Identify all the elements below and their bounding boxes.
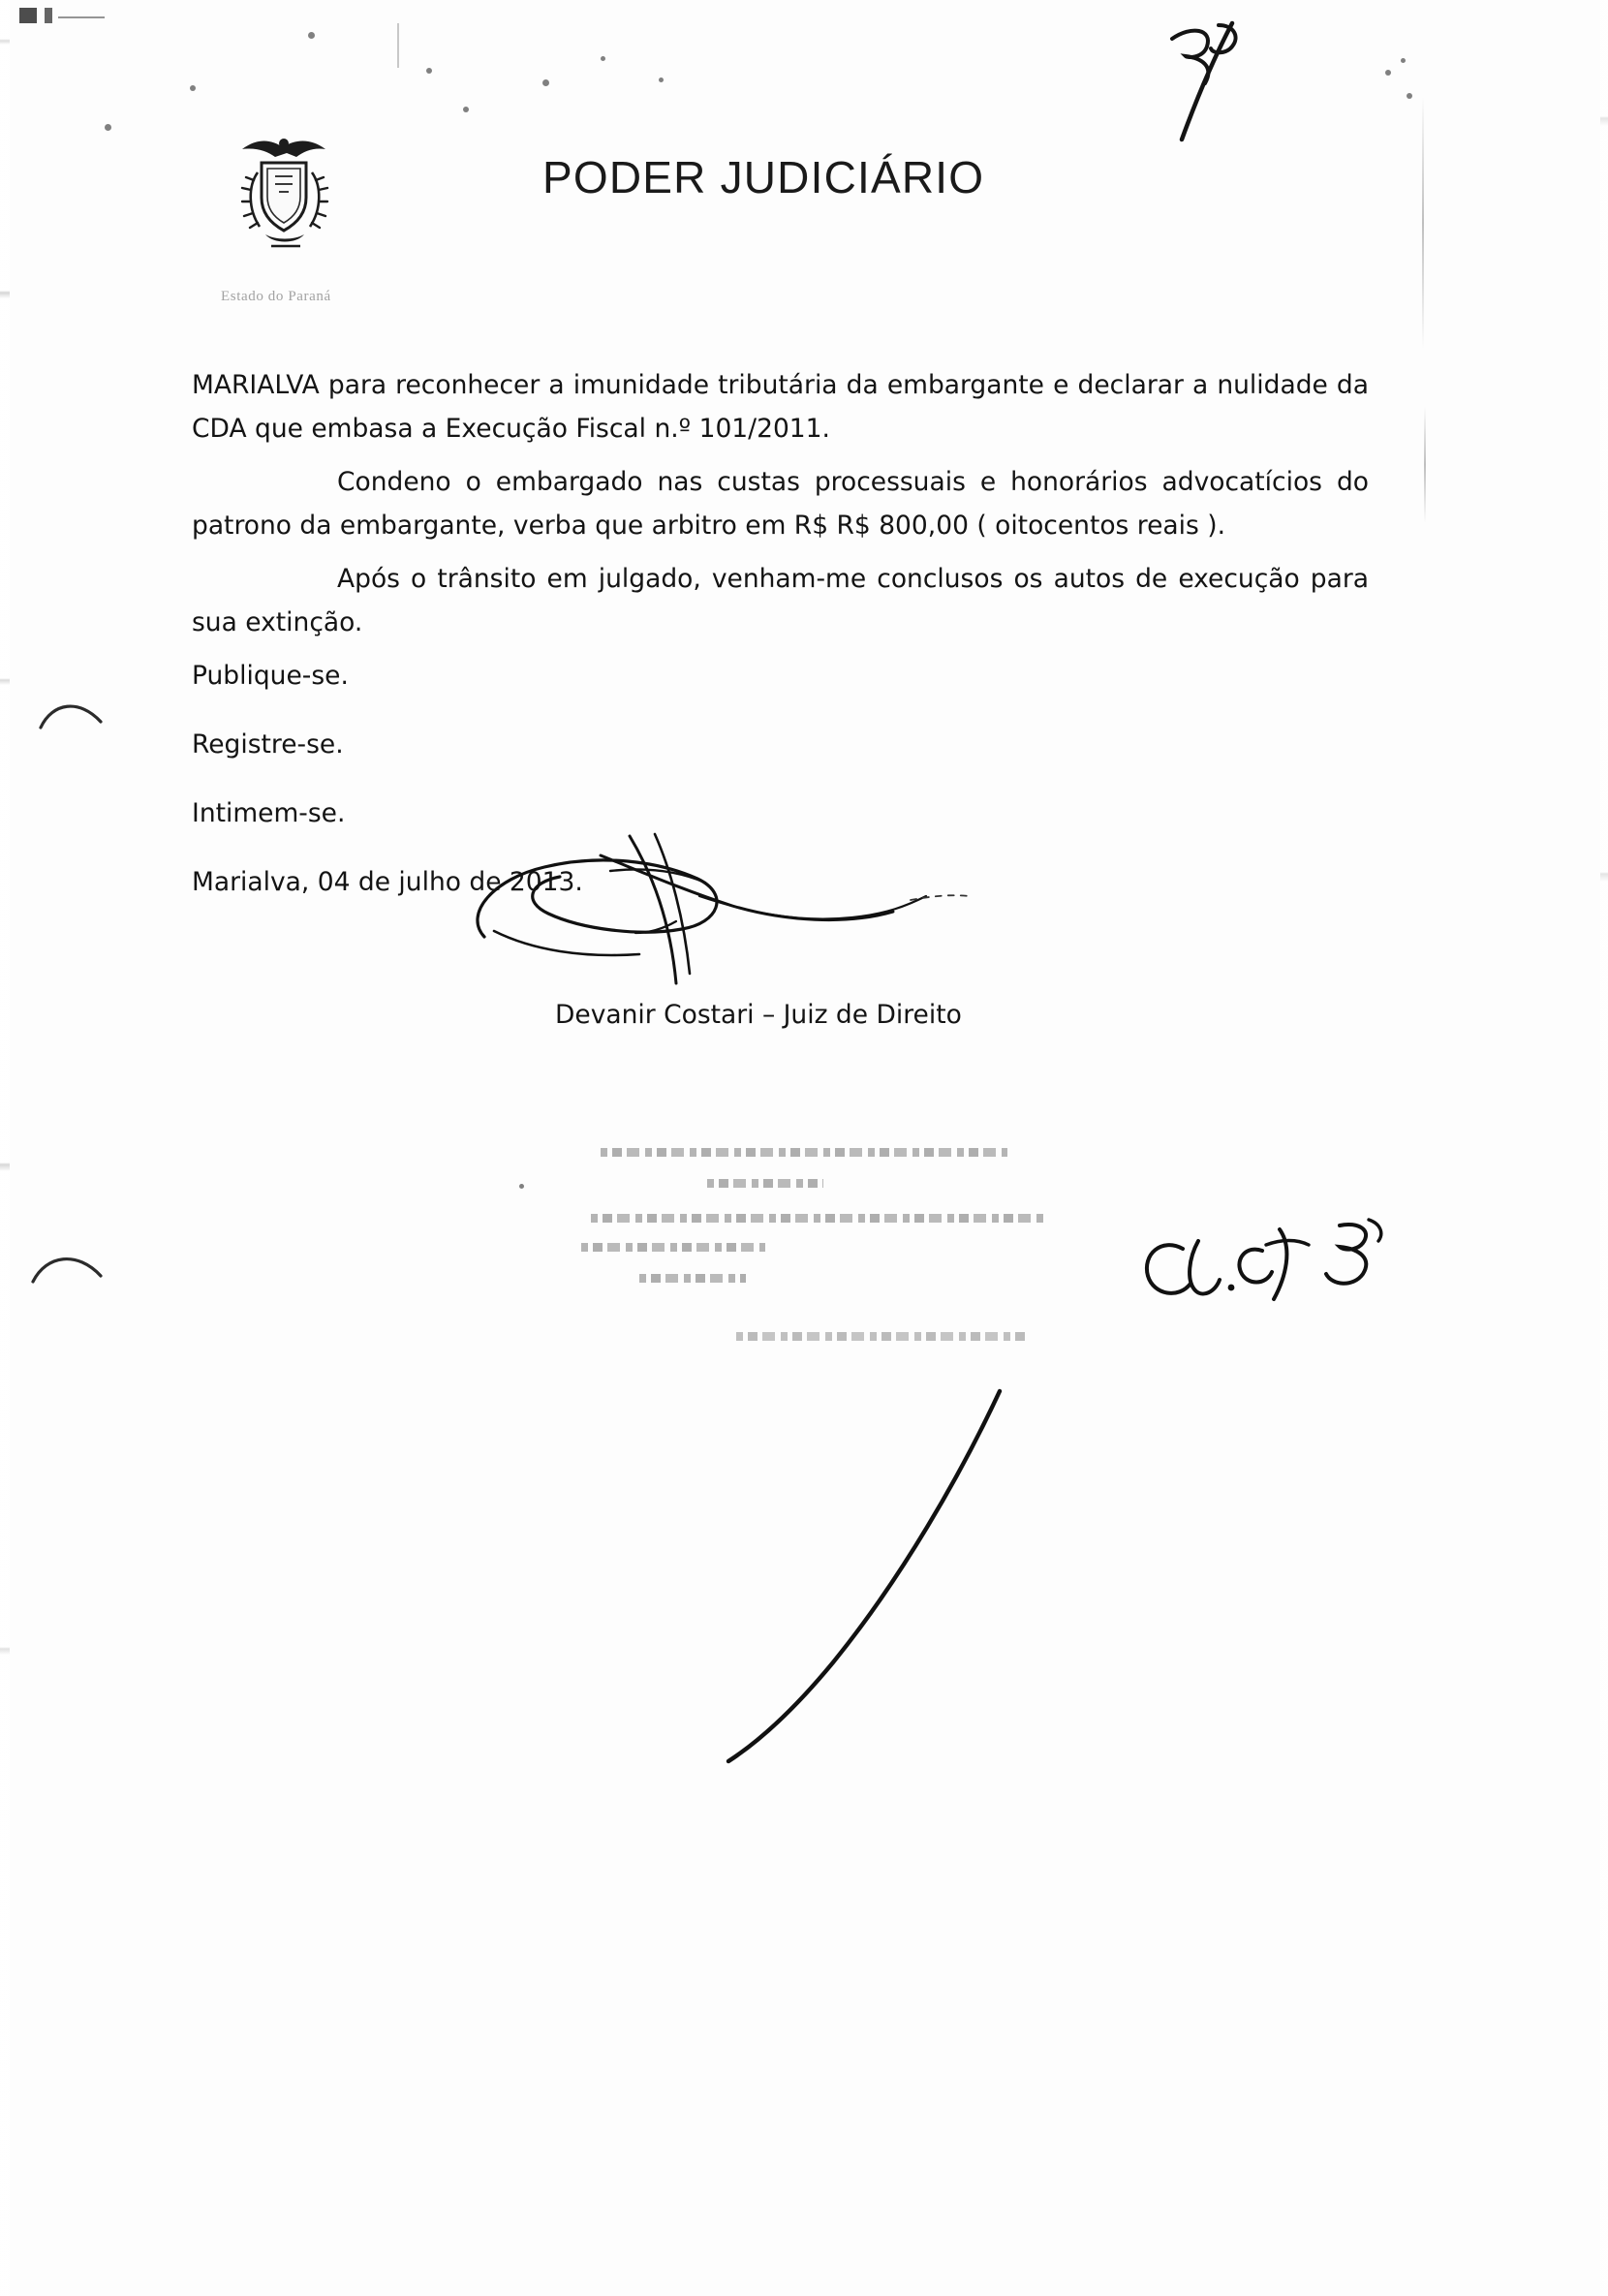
handwritten-stamp-date	[1138, 1216, 1419, 1342]
scan-speck	[426, 68, 432, 74]
handwritten-page-number-value	[1279, 19, 1280, 20]
page-curl-mark	[37, 693, 105, 731]
scan-speck	[542, 79, 549, 86]
signer-name: Devanir Costari – Juiz de Direito	[555, 1000, 962, 1030]
ink-stamp	[581, 1138, 1085, 1361]
page-curl-mark	[29, 1245, 105, 1286]
handwritten-flourish	[717, 1385, 1036, 1773]
stamp-text	[581, 1138, 582, 1139]
paragraph-decision: MARIALVA para reconhecer a imunidade tributária da embargante e declarar a nulidade da CDA que embasa a Execução Fiscal n.º 101/2011.	[192, 370, 1369, 444]
scan-speck	[601, 56, 605, 61]
closing-orders	[192, 654, 1369, 904]
scan-corner-smudge	[19, 8, 87, 23]
paragraph-costs: Condeno o embargado nas custas processuais e honorários advocatícios do patrono da embargante, verba que arbitro em R$ R$ 800,00 ( oitocentos reais ).	[192, 467, 1369, 541]
scan-speck	[1401, 58, 1406, 63]
order-notify: Intimem-se.	[192, 798, 346, 828]
scan-edge-artifact-right	[1600, 0, 1608, 2296]
scan-speck	[519, 1184, 524, 1189]
scan-edge-artifact-left	[0, 0, 10, 2296]
scan-faint-mark	[397, 23, 399, 68]
brasao-icon	[232, 126, 339, 257]
page-title: PODER JUDICIÁRIO	[542, 152, 985, 202]
document-body	[192, 363, 1369, 1063]
scan-speck	[308, 32, 315, 39]
paragraph-transit: Após o trânsito em julgado, venham-me conclusos os autos de execução para sua extinção.	[192, 564, 1369, 637]
document-header	[0, 116, 1608, 320]
handwritten-stamp-date-value	[1419, 1216, 1420, 1217]
state-label: Estado do Paraná	[221, 289, 331, 304]
scan-speck	[1407, 93, 1412, 99]
scan-speck	[659, 78, 664, 82]
order-publish: Publique-se.	[192, 661, 349, 691]
scan-speck	[190, 85, 196, 91]
order-register: Registre-se.	[192, 729, 344, 760]
scan-speck	[1385, 70, 1391, 76]
scan-faint-vertical	[1424, 407, 1426, 523]
scan-speck	[463, 107, 469, 112]
handwritten-page-number	[1162, 19, 1279, 145]
place-and-date: Marialva, 04 de julho de 2013.	[192, 867, 583, 897]
